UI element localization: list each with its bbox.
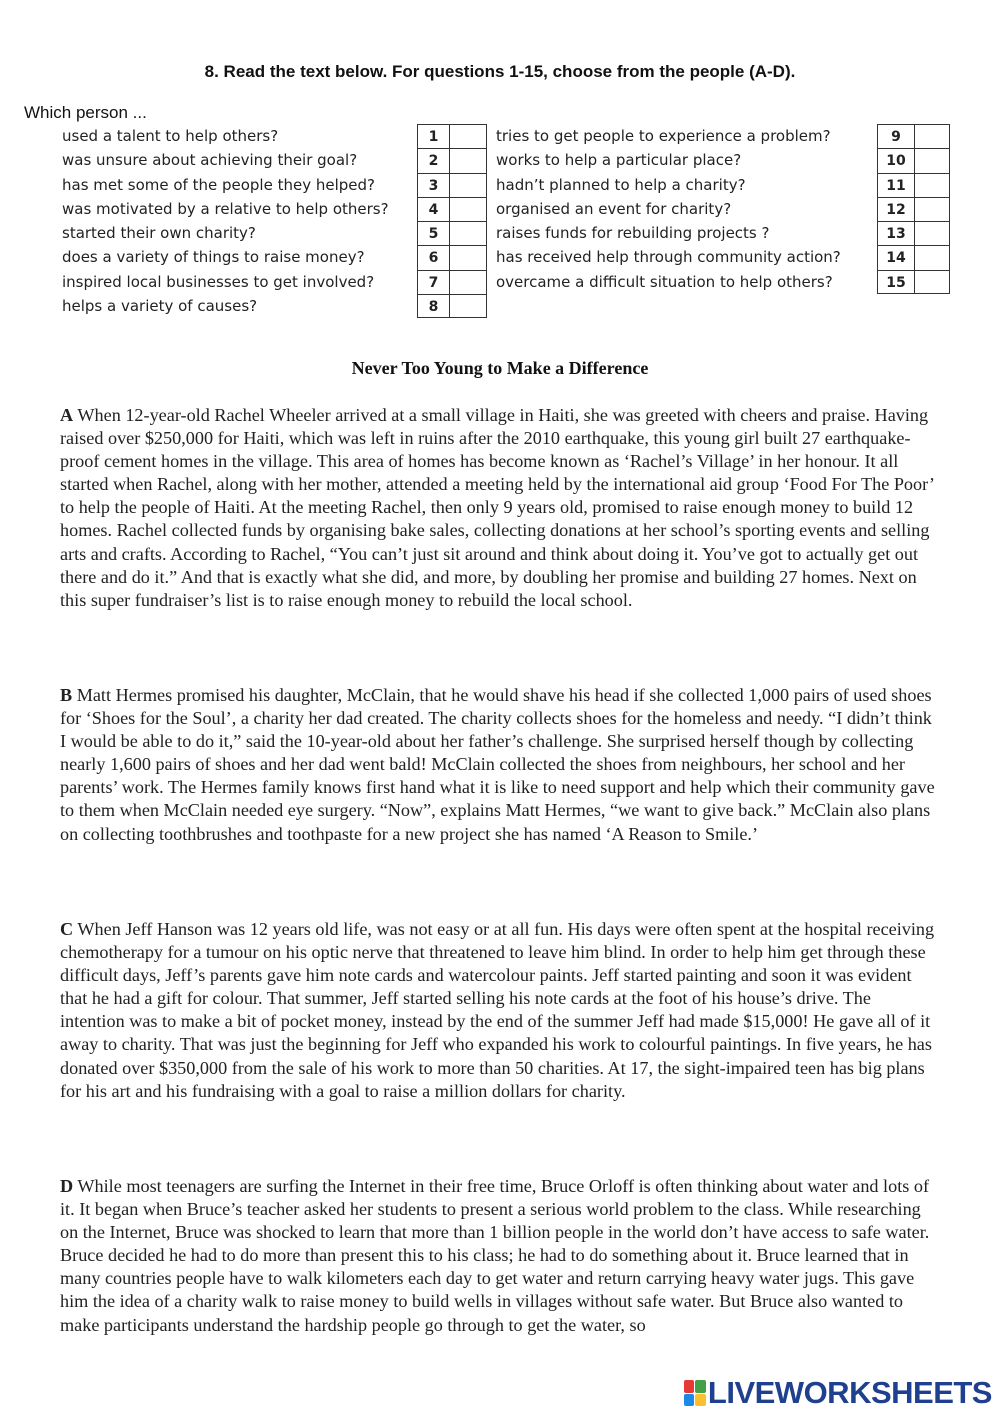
answer-box (877, 245, 950, 269)
question-number: 7 (418, 271, 450, 294)
question-text: was motivated by a relative to help others? (62, 199, 389, 218)
answer-box (417, 124, 487, 148)
answer-input[interactable] (450, 149, 486, 172)
question-text: tries to get people to experience a problem? (496, 127, 831, 145)
answer-input[interactable] (450, 295, 486, 317)
paragraph-b (60, 684, 940, 846)
paragraph-letter: B (60, 685, 73, 705)
answer-input[interactable] (915, 222, 949, 245)
question-text: hadn’t planned to help a charity? (496, 175, 746, 194)
question-text: used a talent to help others? (62, 127, 279, 145)
question-number: 2 (418, 149, 450, 172)
answer-box (877, 270, 950, 294)
answer-input[interactable] (450, 246, 486, 269)
answer-input[interactable] (915, 198, 949, 221)
paragraph-text: While most teenagers are surfing the Internet in their free time, Bruce Orloff is often thinking about water and lots of it. It began when Bruce’s teacher asked her students to present a serious world problem to the class. While researching on the Internet, Bruce was shocked to learn that more than 1 billion people in the world don’t have access to safe water. Bruce decided he had to do more than present this to his class; he had to do something about it. Bruce learned that in many countries people have to walk kilometers each day to get water and return carrying heavy water jugs. This gave him the idea of a charity walk to raise money to build wells in villages without safe water. But Bruce also wanted to make participants understand the hardship people go through to get the water, so (60, 1176, 930, 1335)
question-text: overcame a difficult situation to help others? (496, 272, 833, 291)
question-number: 12 (878, 198, 915, 221)
answer-input[interactable] (450, 222, 486, 245)
answer-box (417, 173, 487, 197)
question-text: works to help a particular place? (496, 151, 742, 170)
question-number: 1 (418, 125, 450, 148)
answer-box (417, 148, 487, 172)
answer-box (417, 270, 487, 294)
watermark-text: LIVEWORKSHEETS (707, 1375, 992, 1410)
question-text: was unsure about achieving their goal? (62, 151, 358, 170)
question-number: 9 (878, 125, 915, 148)
answer-input[interactable] (915, 125, 949, 148)
paragraph-d (60, 1175, 940, 1337)
answer-box (417, 245, 487, 269)
question-number: 8 (418, 295, 450, 317)
paragraph-letter: A (60, 405, 74, 425)
which-person-heading: Which person ... (24, 103, 147, 122)
answer-input[interactable] (450, 198, 486, 221)
answer-input[interactable] (450, 125, 486, 148)
answer-box (877, 173, 950, 197)
question-text: helps a variety of causes? (62, 297, 258, 316)
question-text: started their own charity? (62, 224, 256, 243)
answer-box (417, 294, 487, 318)
answer-input[interactable] (915, 246, 949, 269)
question-text: has received help through community action? (496, 248, 841, 267)
answer-box (877, 124, 950, 148)
answer-input[interactable] (915, 149, 949, 172)
question-text: has met some of the people they helped? (62, 175, 375, 194)
answer-box (877, 221, 950, 245)
question-number: 5 (418, 222, 450, 245)
paragraph-c (60, 918, 940, 1103)
exercise-instruction: 8. Read the text below. For questions 1-15, choose from the people (A-D). (204, 62, 796, 81)
answer-box (877, 148, 950, 172)
question-number: 15 (878, 271, 915, 293)
question-number: 4 (418, 198, 450, 221)
answer-input[interactable] (450, 271, 486, 294)
question-text: does a variety of things to raise money? (62, 248, 365, 267)
paragraph-a (60, 404, 940, 612)
question-number: 13 (878, 222, 915, 245)
answer-input[interactable] (915, 271, 949, 293)
question-number: 10 (878, 149, 915, 172)
answer-box (877, 197, 950, 221)
paragraph-text: When 12-year-old Rachel Wheeler arrived at a small village in Haiti, she was greeted with cheers and praise. Having raised over $250,000 for Haiti, which was left in ruins after the 2010 earthquake, this young girl built 27 earthquake-proof cement homes in the village. This area of homes has become known as ‘Rachel’s Village’ in her honour. It all started when Rachel, along with her mother, attended a meeting held by the international aid group ‘Food For The Poor’ to help the people of Haiti. At the meeting Rachel, then only 9 years old, promised to raise enough money to build 12 homes. Rachel collected funds by organising bake sales, collecting donations at her school’s sporting events and selling arts and crafts. According to Rachel, “You can’t just sit around and think about doing it. You’ve got to actually get out there and do it.” And that is exactly what she did, and more, by doubling her promise and building 27 homes. Next on this super fundraiser’s list is to raise enough money to rebuild the local school. (60, 405, 934, 610)
question-number: 3 (418, 174, 450, 197)
paragraph-text: When Jeff Hanson was 12 years old life, was not easy or at all fun. His days were often spent at the hospital receiving chemotherapy for a tumour on his optic nerve that threatened to leave him blind. In order to help him get through these difficult days, Jeff’s parents gave him note cards and watercolour paints. Jeff started painting and soon it was evident that he had a gift for colour. That summer, Jeff started selling his note cards at the foot of his house’s drive. The intention was to make a bit of pocket money, instead by the end of the summer Jeff had made $15,000! He gave all of it away to charity. That was just the beginning for Jeff who expanded his work to colourful paintings. In five years, he has donated over $350,000 from the sale of his work to more than 50 charities. At 17, the sight-impaired teen has big plans for his art and his fundraising with a goal to raise a million dollars for charity. (60, 919, 935, 1101)
article-title: Never Too Young to Make a Difference (351, 358, 649, 378)
answer-box (417, 221, 487, 245)
question-number: 6 (418, 246, 450, 269)
paragraph-letter: C (60, 919, 74, 939)
paragraph-letter: D (60, 1176, 74, 1196)
liveworksheets-watermark (684, 1376, 992, 1410)
answer-box (417, 197, 487, 221)
question-text: organised an event for charity? (496, 199, 732, 218)
question-text: raises funds for rebuilding projects ? (496, 224, 770, 243)
question-number: 11 (878, 174, 915, 197)
liveworksheets-logo-icon (684, 1380, 706, 1406)
answer-input[interactable] (915, 174, 949, 197)
question-text: inspired local businesses to get involved? (62, 272, 375, 291)
question-number: 14 (878, 246, 915, 269)
paragraph-text: Matt Hermes promised his daughter, McClain, that he would shave his head if she collected 1,000 pairs of used shoes for ‘Shoes for the Soul’, a charity her dad created. The charity collects shoes for the homeless and needy. “I didn’t think I would be able to do it,” said the 10-year-old about her father’s challenge. She surprised herself though by collecting nearly 1,600 pairs of shoes and her dad went bald! McClain collected the shoes from neighbours, her school and her parents’ work. The Hermes family knows first hand what it is like to need support and help which their community gave to them when McClain needed eye surgery. “Now”, explains Matt Hermes, “we want to give back.” McClain also plans on collecting toothbrushes and toothpaste for a new project she has named ‘A Reason to Smile.’ (60, 685, 935, 844)
answer-input[interactable] (450, 174, 486, 197)
